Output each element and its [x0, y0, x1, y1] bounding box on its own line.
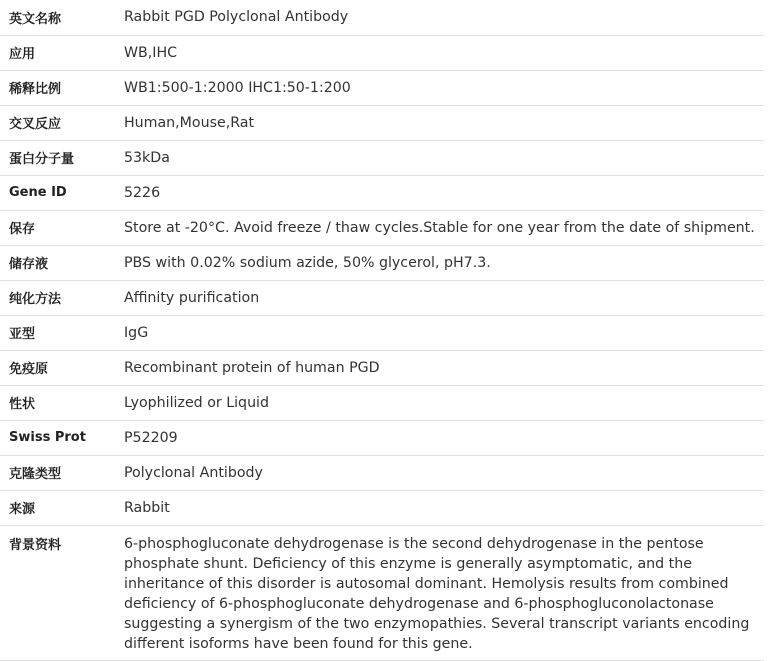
spec-row-molecular-weight	[0, 140, 764, 175]
spec-row-buffer	[0, 245, 764, 280]
spec-row-application	[0, 35, 764, 70]
spec-label: 来源	[0, 490, 124, 525]
spec-value: WB1:500-1:2000 IHC1:50-1:200	[124, 70, 764, 105]
spec-value: Rabbit	[124, 490, 764, 525]
spec-row-dilution	[0, 70, 764, 105]
spec-row-english-name	[0, 0, 764, 35]
spec-label: 克隆类型	[0, 455, 124, 490]
spec-label: Swiss Prot	[0, 420, 124, 455]
spec-value: Recombinant protein of human PGD	[124, 350, 764, 385]
spec-label: 保存	[0, 210, 124, 245]
spec-row-storage	[0, 210, 764, 245]
spec-value: IgG	[124, 315, 764, 350]
spec-value: PBS with 0.02% sodium azide, 50% glycerol, pH7.3.	[124, 245, 764, 280]
spec-label: 免疫原	[0, 350, 124, 385]
spec-row-immunogen	[0, 350, 764, 385]
spec-value: 6-phosphogluconate dehydrogenase is the second dehydrogenase in the pentose phosphate shunt. Deficiency of this enzyme is generally asymptomatic, and the inheritance of this disorder is autosomal dominant. Hemolysis results from combined deficiency of 6-phosphogluconate dehydrogenase and 6-phosphogluconolactonase suggesting a synergism of the two enzymopathies. Several transcript variants encoding different isoforms have been found for this gene.	[124, 525, 764, 660]
spec-value: 53kDa	[124, 140, 764, 175]
spec-value: Affinity purification	[124, 280, 764, 315]
spec-row-clonality	[0, 455, 764, 490]
spec-row-background	[0, 525, 764, 660]
spec-label: 英文名称	[0, 0, 124, 35]
spec-label: 亚型	[0, 315, 124, 350]
spec-label: 交叉反应	[0, 105, 124, 140]
spec-value: Polyclonal Antibody	[124, 455, 764, 490]
spec-label: 稀释比例	[0, 70, 124, 105]
spec-label: Gene ID	[0, 175, 124, 210]
spec-row-isotype	[0, 315, 764, 350]
spec-label: 性状	[0, 385, 124, 420]
spec-row-reactivity	[0, 105, 764, 140]
spec-label: 蛋白分子量	[0, 140, 124, 175]
spec-value: Rabbit PGD Polyclonal Antibody	[124, 0, 764, 35]
spec-row-gene-id	[0, 175, 764, 210]
spec-value: Store at -20°C. Avoid freeze / thaw cycles.Stable for one year from the date of shipment.	[124, 210, 764, 245]
spec-row-swiss-prot	[0, 420, 764, 455]
spec-value: P52209	[124, 420, 764, 455]
spec-label: 应用	[0, 35, 124, 70]
spec-value: 5226	[124, 175, 764, 210]
spec-row-host	[0, 490, 764, 525]
spec-label: 纯化方法	[0, 280, 124, 315]
spec-label: 背景资料	[0, 525, 124, 660]
spec-row-purification	[0, 280, 764, 315]
spec-value: Lyophilized or Liquid	[124, 385, 764, 420]
spec-value: Human,Mouse,Rat	[124, 105, 764, 140]
spec-label: 储存液	[0, 245, 124, 280]
spec-value: WB,IHC	[124, 35, 764, 70]
spec-row-form	[0, 385, 764, 420]
